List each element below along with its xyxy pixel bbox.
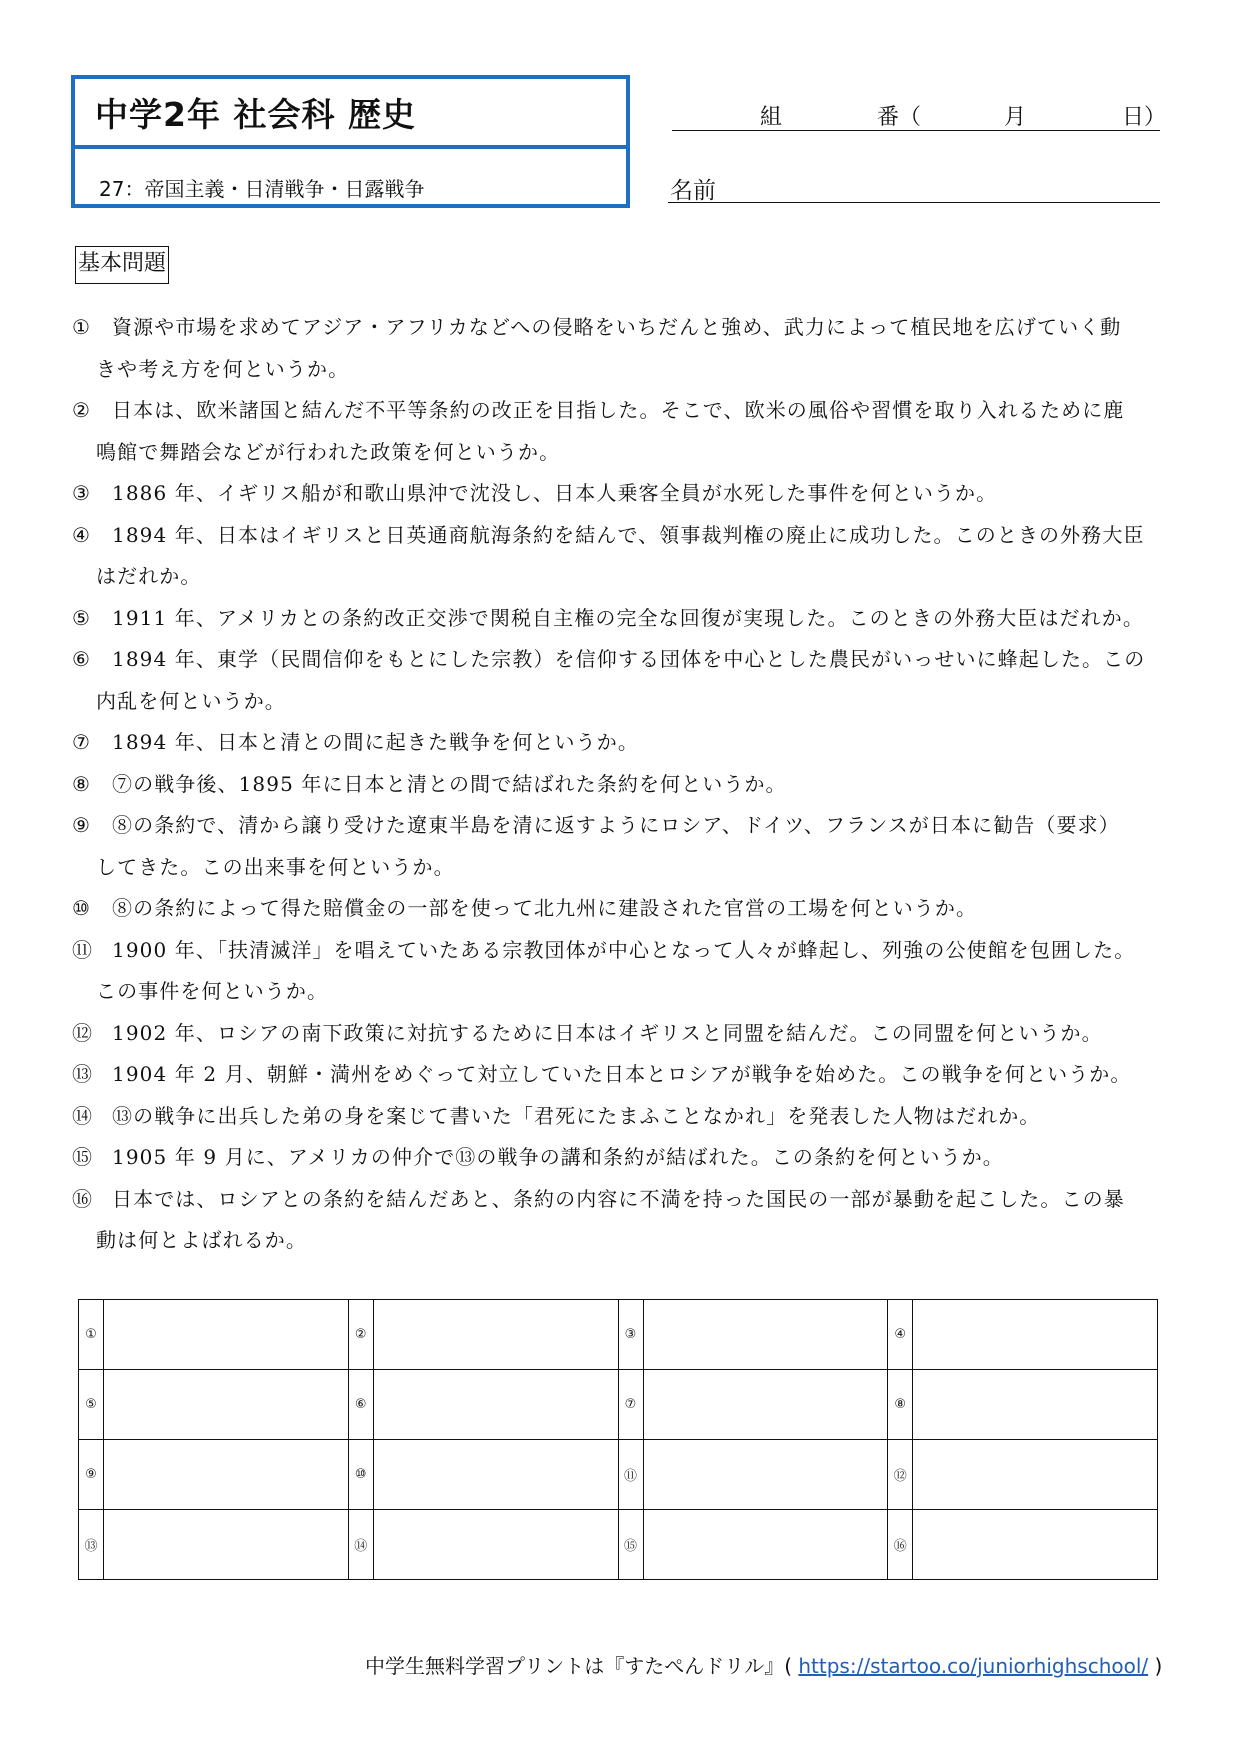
question-text xyxy=(112,764,1172,806)
question-item xyxy=(72,307,1172,390)
question-number: ⑤ xyxy=(72,605,92,630)
question-text xyxy=(96,930,1172,1013)
question-text-line2: 動は何とよばれるか。 xyxy=(96,1228,307,1252)
answer-number: ② xyxy=(348,1300,373,1370)
question-item xyxy=(72,1137,1172,1179)
question-text-line1: 1904 年 2 月、朝鮮・満州をめぐって対立していた日本とロシアが戦争を始めた。この戦争を何というか。 xyxy=(112,1062,1132,1086)
question-text xyxy=(96,1179,1172,1262)
section-label: 基本問題 xyxy=(75,246,169,284)
question-text xyxy=(112,598,1172,640)
answer-row xyxy=(79,1370,1158,1440)
answer-cell[interactable] xyxy=(373,1510,618,1580)
answer-number: ⑭ xyxy=(348,1510,373,1580)
answer-number: ⑦ xyxy=(618,1370,643,1440)
answer-cell[interactable] xyxy=(104,1370,349,1440)
footer-close: ) xyxy=(1154,1654,1163,1678)
answer-number: ③ xyxy=(618,1300,643,1370)
question-item xyxy=(72,639,1172,722)
question-text-line2: はだれか。 xyxy=(96,564,202,588)
worksheet-subtitle: 27：帝国主義・日清戦争・日露戦争 xyxy=(99,177,425,201)
question-text-line1: ⑦の戦争後、1895 年に日本と清との間で結ばれた条約を何というか。 xyxy=(112,771,787,796)
question-text-line1: 1894 年、日本はイギリスと日英通商航海条約を結んで、領事裁判権の廃止に成功した。このときの外務大臣 xyxy=(112,522,1145,547)
name-label: 名前 xyxy=(670,178,716,204)
question-text-line1: 資源や市場を求めてアジア・アフリカなどへの侵略をいちだんと強め、武力によって植民地を広げていく動 xyxy=(112,315,1122,339)
answer-row xyxy=(79,1300,1158,1370)
answer-cell[interactable] xyxy=(373,1440,618,1510)
question-item xyxy=(72,1096,1172,1138)
answer-number: ④ xyxy=(888,1300,913,1370)
question-text xyxy=(112,722,1172,764)
question-number: ⑭ xyxy=(72,1103,94,1128)
question-item xyxy=(72,1179,1172,1262)
question-text xyxy=(96,515,1172,598)
answer-cell[interactable] xyxy=(643,1510,888,1580)
question-text-line1: 日本は、欧米諸国と結んだ不平等条約の改正を目指した。そこで、欧米の風俗や習慣を取り入れるために鹿 xyxy=(112,398,1125,422)
question-number: ① xyxy=(72,315,92,339)
question-text-line1: 1905 年 9 月に、アメリカの仲介で⑬の戦争の講和条約が結ばれた。この条約を何というか。 xyxy=(112,1145,1004,1169)
question-text xyxy=(96,390,1172,473)
question-text-line2: 内乱を何というか。 xyxy=(96,688,286,713)
question-text-line2: してきた。この出来事を何というか。 xyxy=(96,854,455,879)
question-number: ⑪ xyxy=(72,937,94,962)
question-item xyxy=(72,888,1172,930)
question-number: ⑨ xyxy=(72,813,92,837)
answer-number: ⑫ xyxy=(888,1440,913,1510)
question-text-line1: ⑧の条約によって得た賠償金の一部を使って北九州に建設された官営の工場を何というか。 xyxy=(112,896,978,920)
question-text-line2: 鳴館で舞踏会などが行われた政策を何というか。 xyxy=(96,439,561,464)
title-divider xyxy=(75,145,626,149)
number-label: 番（ xyxy=(877,105,922,130)
question-number: ⑯ xyxy=(72,1186,94,1211)
footer-text: 中学生無料学習プリントは『すたぺんドリル』( xyxy=(365,1654,793,1678)
answer-row xyxy=(79,1440,1158,1510)
question-text-line1: 1894 年、東学（民間信仰をもとにした宗教）を信仰する団体を中心とした農民がいっせいに蜂起した。この xyxy=(112,647,1146,671)
answer-number: ⑮ xyxy=(618,1510,643,1580)
question-number: ③ xyxy=(72,481,92,505)
question-item xyxy=(72,930,1172,1013)
question-text-line1: ⑬の戦争に出兵した弟の身を案じて書いた「君死にたまふことなかれ」を発表した人物はだれか。 xyxy=(112,1103,1041,1128)
question-number: ⑥ xyxy=(72,647,92,671)
question-text-line1: 1886 年、イギリス船が和歌山県沖で沈没し、日本人乗客全員が水死した事件を何というか。 xyxy=(112,481,998,505)
question-text xyxy=(96,805,1172,888)
question-number: ② xyxy=(72,398,92,422)
question-item xyxy=(72,390,1172,473)
question-number: ⑦ xyxy=(72,730,92,754)
day-label: 日） xyxy=(1122,105,1167,130)
question-text xyxy=(96,639,1172,722)
question-number: ⑫ xyxy=(72,1020,94,1045)
question-item xyxy=(72,598,1172,640)
answer-number: ⑬ xyxy=(79,1510,104,1580)
answer-cell[interactable] xyxy=(104,1440,349,1510)
answer-cell[interactable] xyxy=(913,1440,1158,1510)
question-item xyxy=(72,722,1172,764)
question-item xyxy=(72,764,1172,806)
question-text-line2: この事件を何というか。 xyxy=(96,979,329,1003)
question-item xyxy=(72,473,1172,515)
answer-number: ⑨ xyxy=(79,1440,104,1510)
answer-cell[interactable] xyxy=(913,1370,1158,1440)
question-text-line1: 1902 年、ロシアの南下政策に対抗するために日本はイギリスと同盟を結んだ。この同盟を何というか。 xyxy=(112,1020,1103,1045)
question-item xyxy=(72,805,1172,888)
answer-grid xyxy=(78,1299,1158,1580)
question-item xyxy=(72,515,1172,598)
question-number: ⑩ xyxy=(72,896,92,920)
answer-cell[interactable] xyxy=(913,1510,1158,1580)
question-list xyxy=(72,307,1172,1262)
answer-number: ⑥ xyxy=(348,1370,373,1440)
question-text xyxy=(96,307,1172,390)
title-box xyxy=(71,75,630,208)
answer-number: ⑧ xyxy=(888,1370,913,1440)
question-text-line1: 日本では、ロシアとの条約を結んだあと、条約の内容に不満を持った国民の一部が暴動を起こした。この暴 xyxy=(112,1186,1125,1211)
question-text xyxy=(112,1096,1172,1138)
question-text xyxy=(112,1054,1172,1096)
answer-number: ① xyxy=(79,1300,104,1370)
answer-cell[interactable] xyxy=(373,1300,618,1370)
answer-number: ⑩ xyxy=(348,1440,373,1510)
question-text-line2: きや考え方を何というか。 xyxy=(96,356,350,381)
footer xyxy=(365,1650,1162,1679)
question-number: ⑮ xyxy=(72,1145,94,1169)
class-date-line xyxy=(672,100,1167,131)
question-item xyxy=(72,1013,1172,1055)
question-number: ⑧ xyxy=(72,771,92,796)
question-item xyxy=(72,1054,1172,1096)
answer-cell[interactable] xyxy=(643,1370,888,1440)
question-text xyxy=(112,1137,1172,1179)
name-line[interactable] xyxy=(668,170,1160,203)
answer-cell[interactable] xyxy=(643,1440,888,1510)
question-text xyxy=(112,888,1172,930)
worksheet-title: 中学2年 社会科 歴史 xyxy=(95,95,416,134)
question-text-line1: 1894 年、日本と清との間に起きた戦争を何というか。 xyxy=(112,730,639,754)
answer-row xyxy=(79,1510,1158,1580)
class-label: 組 xyxy=(760,105,783,130)
question-text-line1: 1911 年、アメリカとの条約改正交渉で関税自主権の完全な回復が実現した。このときの外務大臣はだれか。 xyxy=(112,605,1144,630)
month-label: 月 xyxy=(1004,105,1027,130)
question-number: ④ xyxy=(72,522,92,547)
question-number: ⑬ xyxy=(72,1062,94,1086)
answer-number: ⑪ xyxy=(618,1440,643,1510)
answer-cell[interactable] xyxy=(643,1300,888,1370)
answer-number: ⑯ xyxy=(888,1510,913,1580)
answer-cell[interactable] xyxy=(373,1370,618,1440)
footer-link[interactable]: https://startoo.co/juniorhighschool/ xyxy=(798,1654,1149,1678)
question-text xyxy=(112,473,1172,515)
question-text-line1: 1900 年、「扶清滅洋」を唱えていたある宗教団体が中心となって人々が蜂起し、列強の公使館を包囲した。 xyxy=(112,937,1136,962)
answer-cell[interactable] xyxy=(104,1510,349,1580)
question-text xyxy=(112,1013,1172,1055)
answer-cell[interactable] xyxy=(913,1300,1158,1370)
answer-number: ⑤ xyxy=(79,1370,104,1440)
answer-cell[interactable] xyxy=(104,1300,349,1370)
question-text-line1: ⑧の条約で、清から譲り受けた遼東半島を清に返すようにロシア、ドイツ、フランスが日本に勧告（要求） xyxy=(112,813,1120,837)
